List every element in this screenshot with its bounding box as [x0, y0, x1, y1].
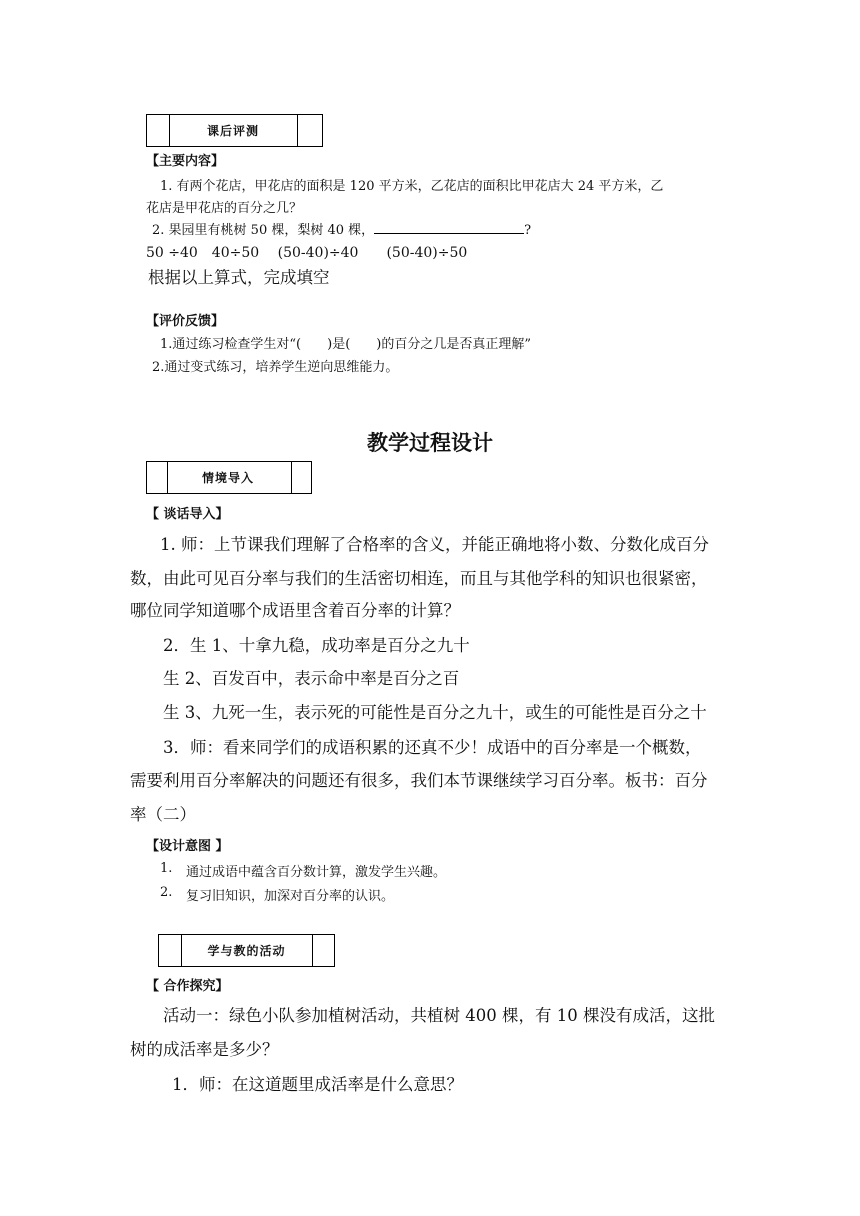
- design-item-2-number: 2.: [160, 885, 173, 900]
- feedback-item-1: 1.通过练习检查学生对“( )是( )的百分之几是否真正理解”: [160, 337, 531, 352]
- question-1-line-2: 花店是甲花店的百分之几？: [146, 201, 303, 216]
- paragraph-3-line-3: 率（二）: [130, 805, 196, 824]
- paragraph-2b: 生 2、百发百中，表示命中率是百分之百: [163, 669, 460, 688]
- talk-intro-header: 【 谈话导入】: [146, 507, 229, 522]
- question-2: [152, 219, 531, 238]
- section-box-activity: [158, 934, 335, 967]
- activity-1-line-1: 活动一：绿色小队参加植树活动，共植树 400 棵，有 10 棵没有成活，这批: [163, 1006, 715, 1025]
- feedback-item-2: 2.通过变式练习，培养学生逆向思维能力。: [152, 360, 399, 375]
- paragraph-3-line-1: 3．师：看来同学们的成语积累的还真不少！成语中的百分率是一个概数，: [163, 738, 702, 757]
- design-item-1-number: 1.: [160, 861, 173, 876]
- question-2-end: ?: [524, 223, 532, 238]
- section-box-after-class: [146, 114, 323, 147]
- section-box-label: 情境导入: [201, 471, 254, 485]
- paragraph-2: 2．生 1、十拿九稳，成功率是百分之九十: [163, 636, 470, 655]
- activity-1-question-1: 1．师：在这道题里成活率是什么意思？: [172, 1075, 463, 1094]
- formulas-line: 50 ÷40 40÷50 (50-40)÷40 (50-40)÷50: [146, 245, 468, 261]
- main-content-header: 【主要内容】: [146, 154, 225, 169]
- paragraph-1-line-2: 数，由此可见百分率与我们的生活密切相连，而且与其他学科的知识也很紧密，: [130, 569, 708, 588]
- design-item-1: 通过成语中蕴含百分数计算，激发学生兴趣。: [186, 865, 447, 880]
- paragraph-1-line-1: 1. 师：上节课我们理解了合格率的含义，并能正确地将小数、分数化成百分: [160, 535, 709, 554]
- paragraph-2c: 生 3、九死一生，表示死的可能性是百分之九十，或生的可能性是百分之十: [163, 703, 707, 722]
- section-box-label: 学与教的活动: [207, 944, 286, 958]
- design-intent-header: 【设计意图 】: [146, 839, 229, 854]
- design-item-2: 复习旧知识，加深对百分率的认识。: [186, 889, 395, 904]
- paragraph-3-line-2: 需要利用百分率解决的问题还有很多，我们本节课继续学习百分率。板书：百分: [130, 771, 708, 790]
- question-2-text: 2. 果园里有桃树 50 棵，梨树 40 棵，: [152, 223, 375, 238]
- fill-instruction: 根据以上算式，完成填空: [148, 268, 330, 287]
- activity-1-line-2: 树的成活率是多少？: [130, 1040, 279, 1059]
- cooperative-explore-header: 【 合作探究】: [146, 979, 229, 994]
- page-title: 教学过程设计: [367, 430, 493, 455]
- feedback-header: 【评价反馈】: [146, 314, 225, 329]
- question-1-line-1: 1. 有两个花店，甲花店的面积是 120 平方米，乙花店的面积比甲花店大 24 平方米，乙: [160, 179, 664, 194]
- paragraph-1-line-3: 哪位同学知道哪个成语里含着百分率的计算？: [130, 601, 460, 620]
- section-box-label: 课后评测: [206, 124, 259, 138]
- answer-blank: [374, 221, 524, 234]
- section-box-intro: [146, 461, 312, 494]
